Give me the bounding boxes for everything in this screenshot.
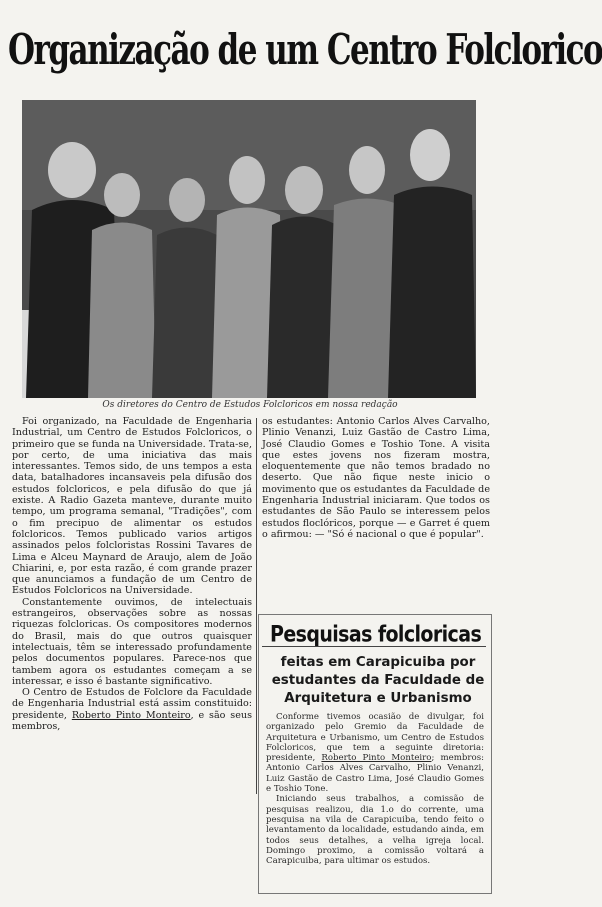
- sidebar-paragraph: [266, 712, 484, 794]
- sidebar-subtitle: feitas em Carapicuiba por estudantes da Faculdade de Arquitetura e Urbanismo: [271, 655, 485, 706]
- photo-caption: Os diretores do Centro de Estudos Folcloricos em nossa redação: [102, 400, 398, 410]
- president-name: Roberto Pinto Monteiro: [71, 709, 191, 721]
- sidebar-title: Pesquisas folcloricas: [270, 622, 482, 648]
- article-paragraph: [12, 687, 252, 732]
- sidebar-body: [266, 712, 484, 866]
- article-text: O Centro de Estudos de Folclore da Faculdade de Engenharia Industrial está assim constituido: presidente,: [12, 687, 252, 721]
- article-paragraph: os estudantes: Antonio Carlos Alves Carvalho, Plinio Venanzi, Luiz Gastão de Castro Lima, José Claudio Gomes e Toshio Tone. A visita que estes jovens nos fizeram mostra, eloquentemente que não temos bradado no deserto. Que não fique neste inicio o movimento que os estudantes da Faculdade de Engenharia Industrial iniciaram. Que todos os estudantes de São Paulo se interessem pelos estudos floclóricos, porque — e Garret é quem o afirmou: — "Só é nacional o que é popular".: [262, 416, 490, 540]
- article-right-column: [262, 416, 490, 540]
- column-divider: [256, 418, 257, 794]
- article-text: , e são seus membros,: [12, 709, 252, 733]
- group-photo: [22, 100, 476, 398]
- sidebar-president-name: Roberto Pinto Monteiro: [321, 753, 432, 764]
- sidebar-paragraph: Iniciando seus trabalhos, a comissão de pesquisas realizou, dia 1.o do corrente, uma pesquisa na vila de Carapicuiba, tendo feito o levantamento da localidade, estudando ainda, em todos seus detalhes, a velha igreja local. Domingo proximo, a comissão voltará a Carapicuiba, para ultimar os estudos.: [266, 794, 484, 867]
- sidebar-text: ; membros: Antonio Carlos Alves Carvalho, Plinio Venanzi, Luiz Gastão de Castro Lima, José Claudio Gomes e Toshio Tone.: [266, 753, 484, 795]
- sidebar-text: Conforme tivemos ocasião de divulgar, foi organizado pelo Gremio da Faculdade de Arquitetura e Urbanismo, um Centro de Estudos Folcloricos, que tem a seguinte diretoria: presidente,: [266, 712, 484, 764]
- headline: Organização de um Centro Folclorico: [8, 26, 602, 75]
- article-paragraph: Foi organizado, na Faculdade de Engenharia Industrial, um Centro de Estudos Folcloricos, o primeiro que se funda na Universidade. Trata-se, por certo, de uma iniciativa das mais interessantes. Temos sido, de uns tempos a esta data, batalhadores incansaveis pela difusão dos estudos folcloricos, e pela difusão do que já existe. A Radio Gazeta manteve, durante muito tempo, um programa semanal, "Tradições", com o fim precipuo de alimentar os estudos folcloricos. Temos publicado varios artigos assinados pelos folcloristas Rossini Tavares de Lima e Alceu Maynard de Araujo, alem de João Chiarini, e, por esta razão, é com grande prazer que anunciamos a fundação de um Centro de Estudos Folcloricos na Universidade.: [12, 416, 252, 597]
- article-left-column: [12, 416, 252, 732]
- article-paragraph: Constantemente ouvimos, de intelectuais estrangeiros, observações sobre as nossas riquezas folcloricas. Os compositores modernos do Brasil, mais do que outros quaisquer intelectuais, têm se interessado profundamente pelos documentos populares. Parece-nos que tambem agora os estudantes começam a se interessar, e isso é bastante significativo.: [12, 596, 252, 687]
